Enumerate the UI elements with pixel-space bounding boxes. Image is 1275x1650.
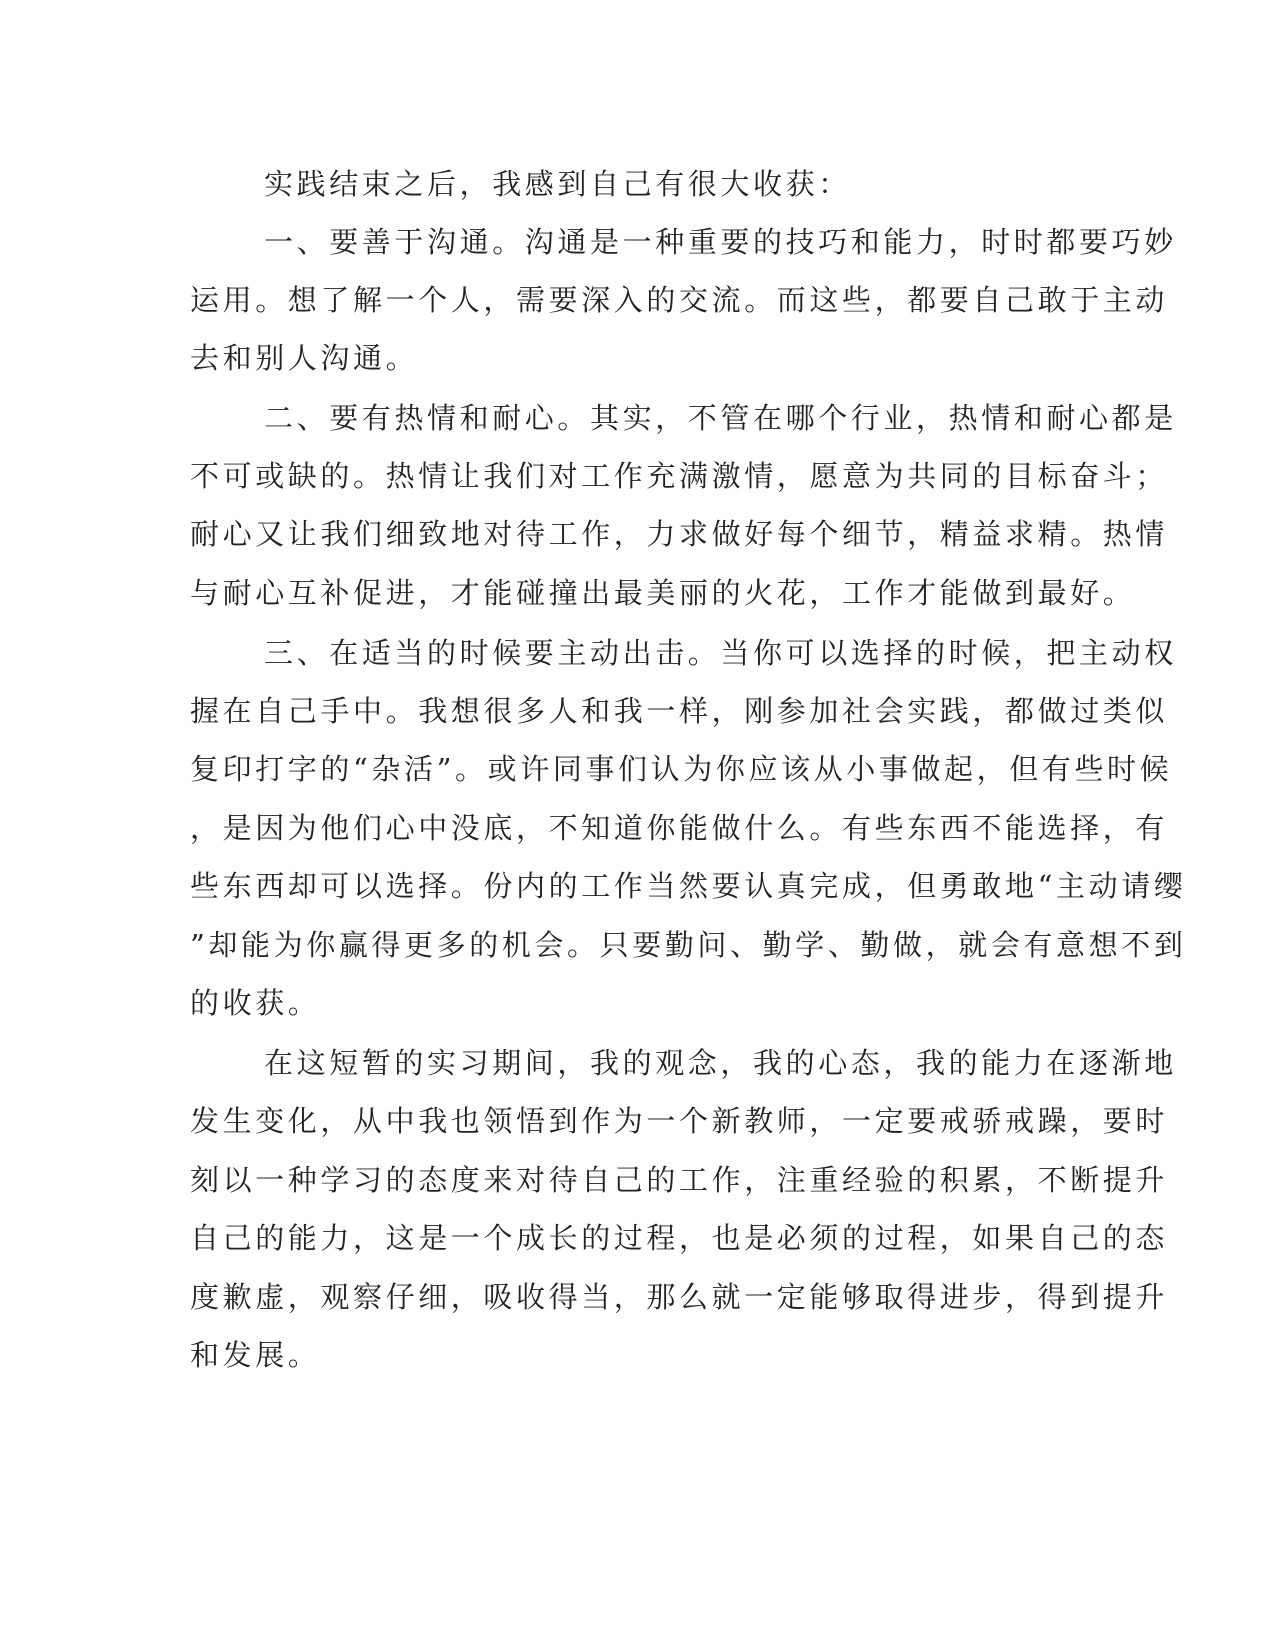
paragraph-3-line: ”却能为你赢得更多的机会。只要勤问、勤学、勤做，就会有意想不到 (190, 928, 1187, 962)
paragraph-4-line: 发生变化，从中我也领悟到作为一个新教师，一定要戒骄戒躁，要时 (190, 1104, 1169, 1138)
paragraph-4-line: 自己的能力，这是一个成长的过程，也是必须的过程，如果自己的态 (190, 1221, 1169, 1255)
paragraph-3-line: 握在自己手中。我想很多人和我一样，刚参加社会实践，都做过类似 (190, 694, 1169, 728)
intro-line: 实践结束之后，我感到自己有很大收获： (264, 167, 851, 201)
paragraph-4-line: 和发展。 (190, 1338, 321, 1372)
paragraph-3-line: ，是因为他们心中没底，不知道你能做什么。有些东西不能选择，有 (190, 811, 1169, 845)
paragraph-2-line: 耐心又让我们细致地对待工作，力求做好每个细节，精益求精。热情 (190, 517, 1169, 551)
paragraph-1-line: 运用。想了解一个人，需要深入的交流。而这些，都要自己敢于主动 (190, 283, 1169, 317)
paragraph-3-line: 复印打字的“杂活”。或许同事们认为你应该从小事做起，但有些时候 (190, 752, 1173, 786)
paragraph-3-line: 的收获。 (190, 986, 321, 1020)
paragraph-2-line: 与耐心互补促进，才能碰撞出最美丽的火花，工作才能做到最好。 (190, 576, 1136, 610)
paragraph-4-line: 刻以一种学习的态度来对待自己的工作，注重经验的积累，不断提升 (190, 1163, 1169, 1197)
paragraph-2-line: 不可或缺的。热情让我们对工作充满激情，愿意为共同的目标奋斗； (190, 459, 1169, 493)
paragraph-3-line: 三、在适当的时候要主动出击。当你可以选择的时候，把主动权 (264, 636, 1177, 670)
paragraph-2-line: 二、要有热情和耐心。其实，不管在哪个行业，热情和耐心都是 (264, 401, 1177, 435)
paragraph-1-line: 去和别人沟通。 (190, 341, 419, 375)
paragraph-4-line: 度歉虚，观察仔细，吸收得当，那么就一定能够取得进步，得到提升 (190, 1280, 1169, 1314)
paragraph-4-line: 在这短暂的实习期间，我的观念，我的心态，我的能力在逐渐地 (264, 1046, 1177, 1080)
paragraph-1-line: 一、要善于沟通。沟通是一种重要的技巧和能力，时时都要巧妙 (264, 225, 1177, 259)
paragraph-3-line: 些东西却可以选择。份内的工作当然要认真完成，但勇敢地“主动请缨 (190, 869, 1187, 903)
